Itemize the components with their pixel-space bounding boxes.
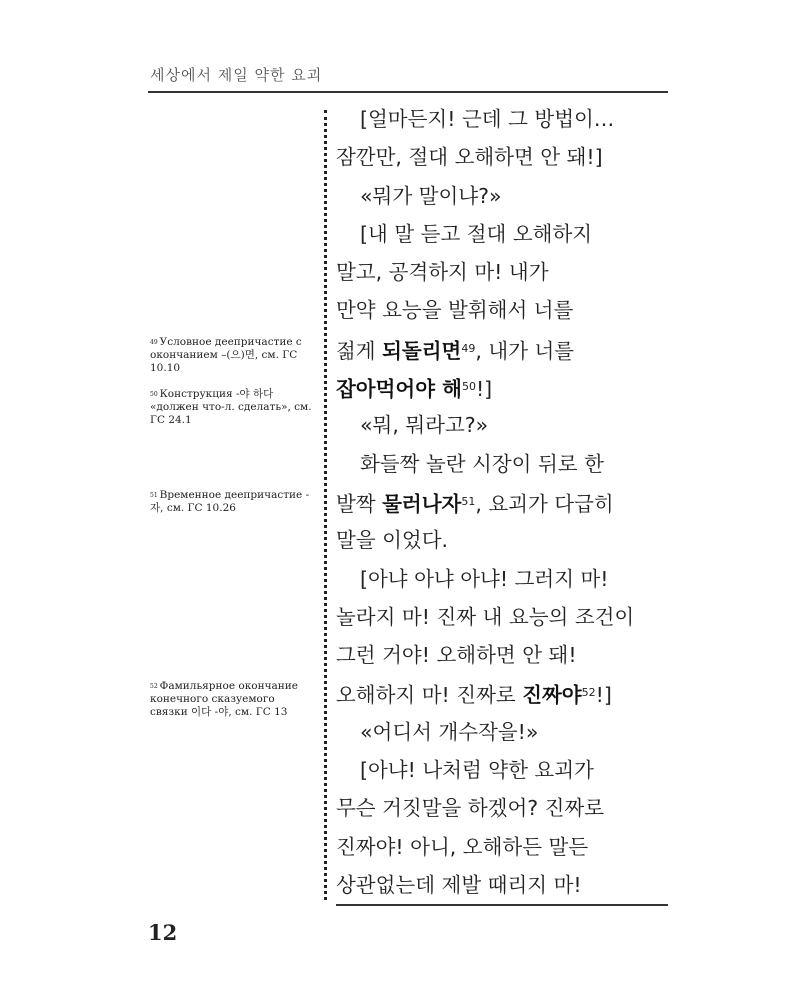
highlighted-word: 물러나자: [382, 491, 462, 516]
header-rule: [148, 91, 668, 93]
footnote-text: Условное деепричастие с окончанием –(으)면, см. ГС 10.10: [150, 336, 302, 374]
footnote-51: [150, 489, 312, 515]
text-line: [내 말 듣고 절대 오해하지: [360, 221, 593, 246]
text-line: «어디서 개수작을!»: [360, 719, 539, 744]
text-line: 잠깐만, 절대 오해하면 안 돼!]: [336, 145, 603, 170]
text-segment: !]: [475, 377, 493, 402]
text-line: 무슨 거짓말을 하겠어? 진짜로: [336, 796, 605, 821]
dotted-column-divider: [324, 110, 327, 900]
footnote-50: [150, 388, 312, 427]
highlighted-word: 되돌리면: [382, 338, 462, 363]
footer-rule: [336, 904, 668, 906]
text-line: 만약 요능을 발휘해서 너를: [336, 298, 574, 323]
footnote-text: Фамильярное окончание конечного сказуемого связки 이다 -야, см. ГС 13: [150, 680, 299, 718]
main-text: [336, 100, 668, 904]
text-segment: , 내가 너를: [475, 338, 575, 363]
footnote-ref: 52: [581, 686, 596, 700]
footnote-49: [150, 336, 312, 375]
highlighted-word: 진짜야: [522, 683, 582, 708]
text-line: [336, 330, 668, 368]
footnote-number: 51: [150, 492, 158, 499]
text-line: 상관없는데 제발 때리지 마!: [336, 872, 582, 897]
text-segment: , 요괴가 다급히: [475, 491, 614, 516]
footnote-number: 50: [150, 391, 158, 398]
text-line: [336, 483, 668, 521]
text-segment: 발짝: [336, 491, 383, 516]
footnote-number: 49: [150, 339, 158, 346]
text-segment: 오해하지 마! 진짜로: [336, 683, 523, 708]
highlighted-word: 잡아먹어야 해: [336, 377, 462, 402]
footnote-ref: 50: [461, 380, 476, 394]
text-line: 말을 이었다.: [336, 528, 449, 553]
footnote-ref: 49: [461, 341, 476, 355]
footnote-52: [150, 680, 312, 719]
text-line: 화들짝 놀란 시장이 뒤로 한: [360, 451, 604, 476]
footnote-number: 52: [150, 683, 158, 690]
page-number: 12: [148, 920, 178, 945]
text-line: [아냐! 나처럼 약한 요괴가: [360, 758, 594, 783]
text-line: [아냐 아냐 아냐! 그러지 마!: [360, 566, 609, 591]
footnote-text: Временное деепричастие -자, см. ГС 10.26: [150, 489, 310, 514]
text-line: «뭐가 말이냐?»: [360, 183, 502, 208]
footnote-text: Конструкция -야 하다 «должен что-л. сделать», см. ГС 24.1: [150, 388, 312, 426]
footnote-ref: 51: [461, 494, 476, 508]
running-header: 세상에서 제일 약한 요괴: [150, 66, 323, 84]
text-line: 놀라지 마! 진짜 내 요능의 조건이: [336, 604, 635, 629]
text-line: [얼마든지! 근데 그 방법이…: [360, 107, 615, 131]
text-line: 진짜야! 아니, 오해하든 말든: [336, 834, 589, 859]
text-line: 말고, 공격하지 마! 내가: [336, 260, 549, 285]
text-line: 그런 거야! 오해하면 안 돼!: [336, 643, 577, 668]
text-segment: !]: [595, 683, 612, 708]
text-line: [336, 674, 668, 712]
text-line: «뭐, 뭐라고?»: [360, 413, 489, 438]
text-line: [336, 368, 668, 406]
text-segment: 젊게: [336, 338, 383, 363]
